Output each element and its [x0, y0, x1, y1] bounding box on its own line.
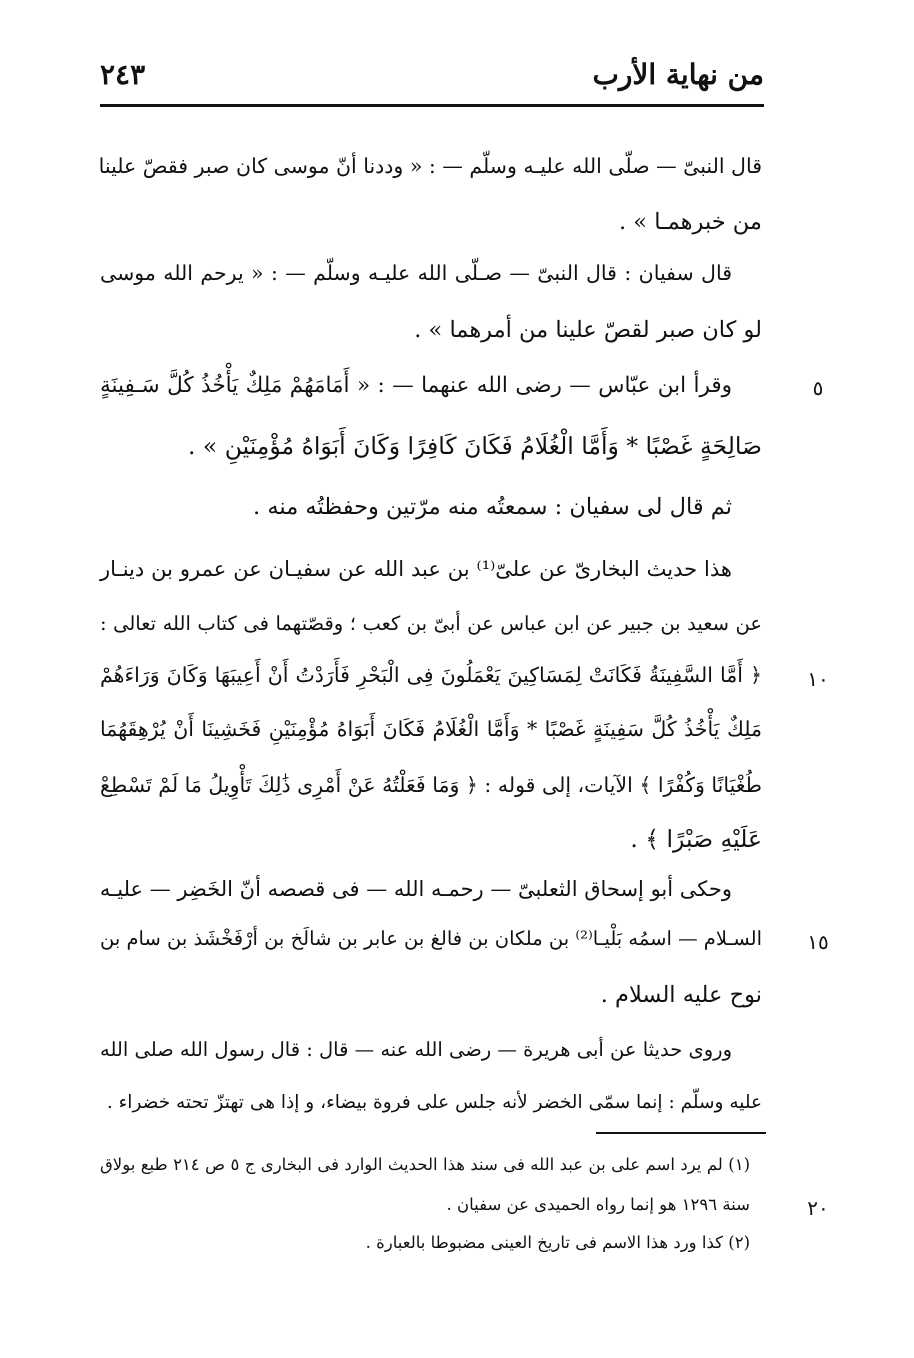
text-line: وقرأ ابن عبّاس — رضى الله عنهما — : « أَمَامَهُمْ مَلِكٌ يَأْخُذُ كُلَّ سَـفِينَةٍ — [100, 373, 732, 398]
text-line: عليه وسلّم : إنما سمّى الخضر لأنه جلس على فروة بيضاء، و إذا هى تهتزّ تحته خضراء . — [106, 1092, 762, 1113]
text-line: ﴿ أَمَّا السَّفِينَةُ فَكَانَتْ لِمَسَاكِينَ يَعْمَلُونَ فِى الْبَحْرِ فَأَرَدْتُ أَنْ أَعِيبَهَا وَكَانَ وَرَاءَهُمْ — [100, 663, 762, 687]
text-line: قال النبىّ — صلّى الله عليـه وسلّم — : « وددنا أنّ موسى كان صبر فقصّ علينا — [98, 154, 762, 178]
line-number: ١٥ — [807, 930, 829, 954]
text-line: صَالِحَةٍ غَصْبًا * وَأَمَّا الْغُلَامُ فَكَانَ كَافِرًا وَكَانَ أَبَوَاهُ مُؤْمِنَيْنِ » . — [187, 432, 762, 460]
text-line: وروى حديثا عن أبى هريرة — رضى الله عنه — قال : قال رسول الله صلى الله — [100, 1038, 732, 1061]
text-line: السـلام — اسمُه بَلْيـا⁽²⁾ بن ملكان بن فالغ بن عابر بن شالَخ بن أرْفَخْشَذ بن سام بن — [100, 927, 762, 950]
header-rule — [100, 104, 764, 107]
text-line: ثم قال لى سفيان : سمعتُه منه مرّتين وحفظتُه منه . — [253, 494, 732, 520]
running-header — [100, 56, 764, 100]
text-line: عن سعيد بن جبير عن ابن عباس عن أبىّ بن كعب ؛ وقصّتهما فى كتاب الله تعالى : — [100, 612, 762, 635]
line-number: ٥ — [812, 376, 824, 400]
footnote-line: (٢) كذا ورد هذا الاسم فى تاريخ العينى مضبوطا بالعبارة . — [365, 1233, 750, 1252]
text-line: طُغْيَانًا وَكُفْرًا ﴾ الآيات، إلى قوله : ﴿ وَمَا فَعَلْتُهُ عَنْ أَمْرِى ذَٰلِكَ تَأْوِيلُ مَا لَمْ تَسْطِعْ — [100, 773, 762, 797]
text-line: قال سفيان : قال النبىّ — صـلّى الله عليـه وسلّم — : « يرحم الله موسى — [100, 261, 732, 285]
line-number: ٢٠ — [807, 1196, 829, 1220]
text-line: هذا حديث البخارىّ عن علىّ⁽¹⁾ بن عبد الله عن سفيـان عن عمرو بن دينـار — [100, 557, 732, 581]
footnote-line: سنة ١٢٩٦ هو إنما رواه الحميدى عن سفيان . — [446, 1195, 750, 1214]
line-number: ١٠ — [807, 667, 829, 691]
text-line: وحكى أبو إسحاق الثعلبىّ — رحمـه الله — فى قصصه أنّ الخَضِر — عليـه — [99, 877, 732, 901]
text-line: لو كان صبر لقصّ علينا من أمرهما » . — [414, 317, 762, 343]
text-line: نوح عليه السلام . — [600, 982, 762, 1008]
text-line: مَلِكٌ يَأْخُذُ كُلَّ سَفِينَةٍ غَصْبًا * وَأَمَّا الْغُلَامُ فَكَانَ أَبَوَاهُ مُؤْمِنَيْنِ فَخَشِينَا أَنْ يُرْهِقَهُمَا — [100, 717, 762, 741]
text-line: عَلَيْهِ صَبْرًا ﴾ . — [630, 825, 762, 853]
footnote-line: (١) لم يرد اسم على بن عبد الله فى سند هذا الحديث الوارد فى البخارى ج ٥ ص ٢١٤ طبع بولاق — [100, 1155, 750, 1174]
running-title: من نهاية الأرب — [592, 58, 764, 91]
text-line: من خبرهمـا » . — [619, 209, 762, 235]
footnote-rule — [596, 1132, 766, 1134]
page-number: ٢٤٣ — [100, 58, 146, 91]
